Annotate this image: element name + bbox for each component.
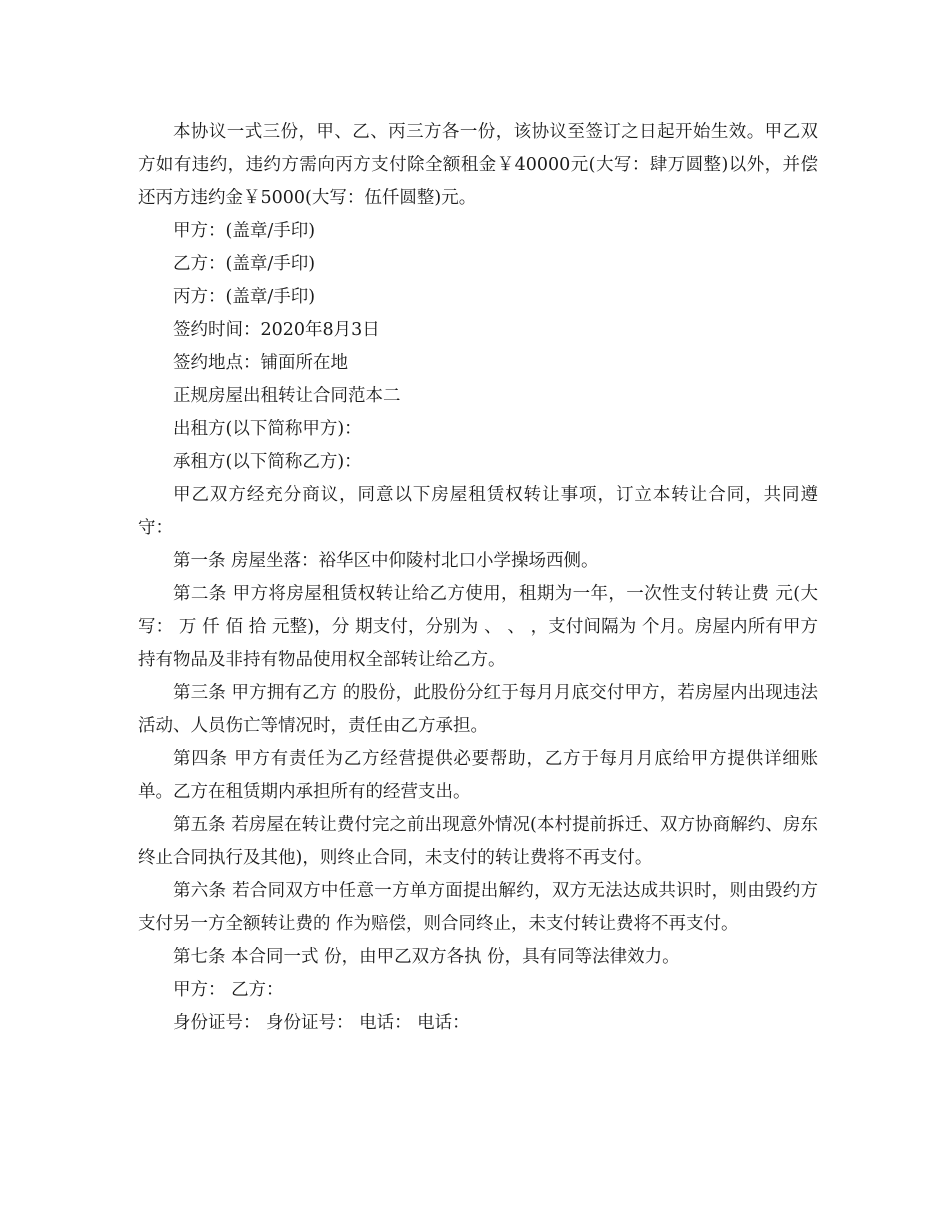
paragraph-article-3: 第三条 甲方拥有乙方 的股份，此股份分红于每月月底交付甲方，若房屋内出现违法活动、人员伤亡等情况时，责任由乙方承担。 bbox=[138, 683, 818, 736]
paragraph-signing-date: 签约时间：2020年8月3日 bbox=[173, 320, 380, 340]
paragraph-lessor: 出租方(以下简称甲方)： bbox=[173, 419, 362, 439]
paragraph-contract-template-title: 正规房屋出租转让合同范本二 bbox=[173, 386, 401, 406]
paragraph-agreement-copies: 本协议一式三份，甲、乙、丙三方各一份，该协议至签订之日起开始生效。甲乙双方如有违约，违约方需向丙方支付除全额租金￥40000元(大写：肆万圆整)以外，并偿还丙方违约金￥5000(大写：伍仟圆整)元。 bbox=[138, 122, 818, 208]
document-body bbox=[138, 116, 818, 1040]
paragraph-lessee: 承租方(以下简称乙方)： bbox=[173, 452, 362, 472]
paragraph-party-b-seal: 乙方：(盖章/手印) bbox=[173, 254, 316, 274]
paragraph-preamble: 甲乙双方经充分商议，同意以下房屋租赁权转让事项，订立本转让合同，共同遵守： bbox=[138, 485, 818, 538]
paragraph-party-c-seal: 丙方：(盖章/手印) bbox=[173, 287, 316, 307]
paragraph-article-4: 第四条 甲方有责任为乙方经营提供必要帮助，乙方于每月月底给甲方提供详细账单。乙方在租赁期内承担所有的经营支出。 bbox=[138, 749, 818, 802]
paragraph-article-2: 第二条 甲方将房屋租赁权转让给乙方使用，租期为一年，一次性支付转让费 元(大写： 万 仟 佰 拾 元整)，分 期支付，分别为 、 、 ，支付间隔为 个月。房屋内所有甲方持有物品及非持有物品使用权全部转让给乙方。 bbox=[138, 584, 818, 670]
paragraph-article-5: 第五条 若房屋在转让费付完之前出现意外情况(本村提前拆迁、双方协商解约、房东终止合同执行及其他)，则终止合同，未支付的转让费将不再支付。 bbox=[138, 815, 818, 868]
paragraph-signature-parties: 甲方： 乙方： bbox=[173, 980, 284, 1000]
paragraph-article-7: 第七条 本合同一式 份，由甲乙双方各执 份，具有同等法律效力。 bbox=[173, 947, 680, 967]
paragraph-party-a-seal: 甲方：(盖章/手印) bbox=[173, 221, 316, 241]
paragraph-article-1: 第一条 房屋坐落：裕华区中仰陵村北口小学操场西侧。 bbox=[173, 551, 599, 571]
paragraph-id-and-phone: 身份证号： 身份证号： 电话： 电话： bbox=[173, 1013, 470, 1033]
paragraph-article-6: 第六条 若合同双方中任意一方单方面提出解约，双方无法达成共识时，则由毁约方支付另一方全额转让费的 作为赔偿，则合同终止，未支付转让费将不再支付。 bbox=[138, 881, 818, 934]
paragraph-signing-place: 签约地点：铺面所在地 bbox=[173, 353, 348, 373]
